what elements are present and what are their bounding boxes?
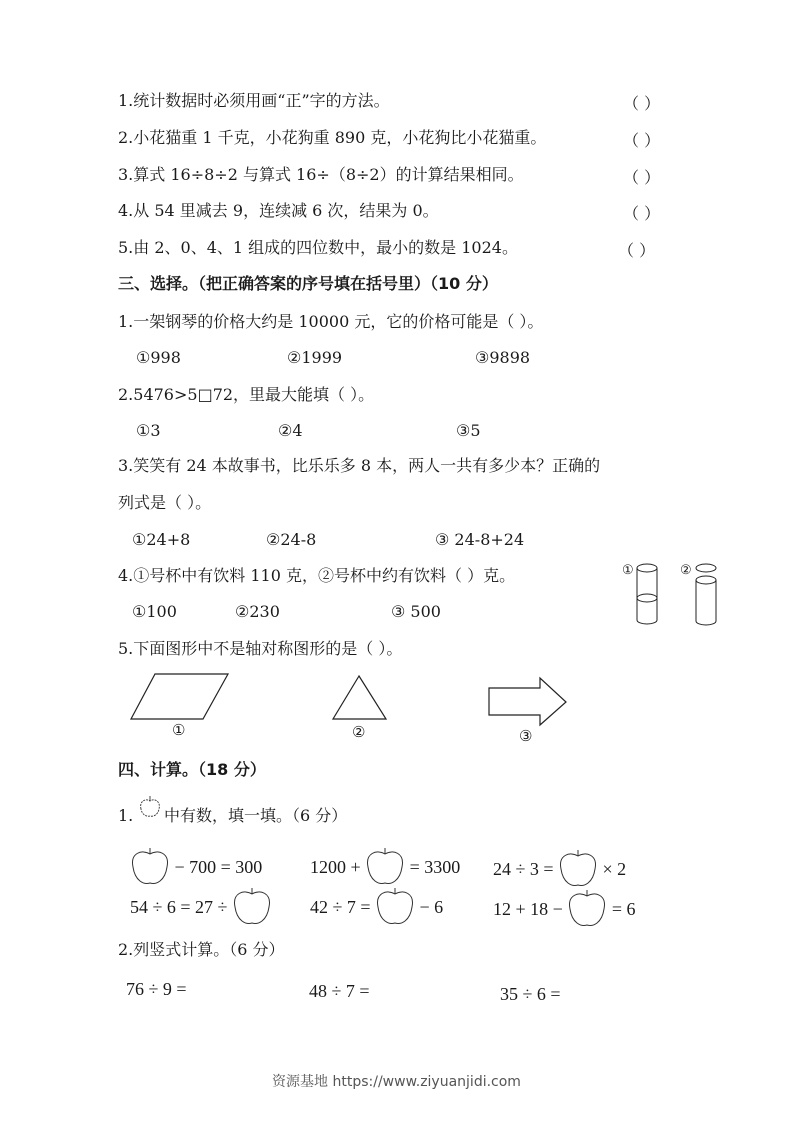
choice-q2-option-1[interactable]: ①3 (136, 421, 161, 440)
shape-label-1: ① (172, 721, 186, 739)
choice-q3-option-3[interactable]: ③ 24-8+24 (435, 530, 525, 549)
calc-q2-instruction: 2.列竖式计算。（6 分） (118, 940, 285, 959)
apple-blank-icon[interactable] (375, 887, 415, 927)
choice-q3-line-2: 列式是（ ）。 (118, 493, 212, 512)
cup-1-icon (636, 562, 666, 628)
section-heading-choice: 三、选择。（把正确答案的序号填在括号里）（10 分） (118, 274, 498, 293)
apple-blank-icon[interactable] (130, 847, 170, 887)
choice-q3-option-2[interactable]: ②24-8 (266, 530, 317, 549)
choice-q4-option-2[interactable]: ②230 (235, 602, 280, 621)
judge-answer-blank-2[interactable]: （ ） (623, 131, 661, 150)
shape-label-3: ③ (519, 727, 533, 745)
apple-equation-4: 54 ÷ 6 = 27 ÷ (130, 889, 272, 929)
apple-equation-2: 1200 + = 3300 (310, 849, 460, 889)
judge-answer-blank-1[interactable]: （ ） (623, 94, 661, 113)
apple-blank-icon[interactable] (567, 889, 607, 929)
apple-blank-icon[interactable] (558, 849, 598, 889)
judge-item-1: 1.统计数据时必须用画“正”字的方法。 (118, 91, 390, 110)
choice-q2: 2.5476>5□72，里最大能填（ ）。 (118, 385, 375, 404)
choice-q2-option-3[interactable]: ③5 (456, 421, 481, 440)
judge-item-5: 5.由 2、0、4、1 组成的四位数中，最小的数是 1024。 (118, 238, 518, 257)
choice-q4-option-3[interactable]: ③ 500 (391, 602, 441, 621)
judge-item-3: 3.算式 16÷8÷2 与算式 16÷（8÷2）的计算结果相同。 (118, 165, 524, 184)
calc-q1-instruction: 中有数，填一填。（6 分） (164, 806, 348, 825)
vertical-calc-problem-3: 35 ÷ 6 = (500, 984, 561, 1004)
cup-label-2: ② (680, 563, 692, 578)
judge-answer-blank-4[interactable]: （ ） (623, 204, 661, 223)
vertical-calc-problem-1: 76 ÷ 9 = (126, 979, 187, 999)
judge-answer-blank-5[interactable]: （ ） (618, 241, 656, 260)
choice-q2-option-2[interactable]: ②4 (278, 421, 303, 440)
shape-label-2: ② (352, 723, 366, 741)
choice-q3-line-1: 3.笑笑有 24 本故事书，比乐乐多 8 本，两人一共有多少本？正确的 (118, 456, 601, 475)
choice-q1-option-3[interactable]: ③9898 (475, 348, 531, 367)
apple-icon (138, 795, 162, 819)
choice-q5: 5.下面图形中不是轴对称图形的是（ ）。 (118, 639, 403, 658)
apple-equation-5: 42 ÷ 7 = − 6 (310, 889, 443, 929)
vertical-calc-problem-2: 48 ÷ 7 = (309, 981, 370, 1001)
footer-watermark: 资源基地 https://www.ziyuanjidi.com (272, 1074, 521, 1090)
apple-equation-1: − 700 = 300 (130, 849, 262, 889)
judge-item-4: 4.从 54 里减去 9，连续减 6 次，结果为 0。 (118, 201, 439, 220)
judge-item-2: 2.小花猫重 1 千克，小花狗重 890 克，小花狗比小花猫重。 (118, 128, 547, 147)
triangle-shape-icon[interactable] (332, 675, 388, 721)
choice-q1: 1.一架钢琴的价格大约是 10000 元，它的价格可能是（ ）。 (118, 312, 544, 331)
section-heading-calc: 四、计算。（18 分） (118, 760, 266, 779)
judge-answer-blank-3[interactable]: （ ） (623, 168, 661, 187)
cup-label-1: ① (622, 563, 634, 578)
apple-equation-6: 12 + 18 − = 6 (493, 891, 635, 931)
arrow-shape-icon[interactable] (488, 677, 568, 727)
choice-q4-option-1[interactable]: ①100 (132, 602, 177, 621)
calc-q1-prefix: 1. (118, 806, 134, 825)
apple-equation-3: 24 ÷ 3 = × 2 (493, 851, 626, 891)
choice-q3-option-1[interactable]: ①24+8 (132, 530, 191, 549)
choice-q1-option-2[interactable]: ②1999 (287, 348, 343, 367)
apple-blank-icon[interactable] (232, 887, 272, 927)
parallelogram-shape-icon[interactable] (130, 673, 230, 721)
choice-q4: 4.①号杯中有饮料 110 克，②号杯中约有饮料（ ）克。 (118, 566, 516, 585)
choice-q1-option-1[interactable]: ①998 (136, 348, 181, 367)
apple-blank-icon[interactable] (365, 847, 405, 887)
cup-2-icon (695, 563, 725, 629)
